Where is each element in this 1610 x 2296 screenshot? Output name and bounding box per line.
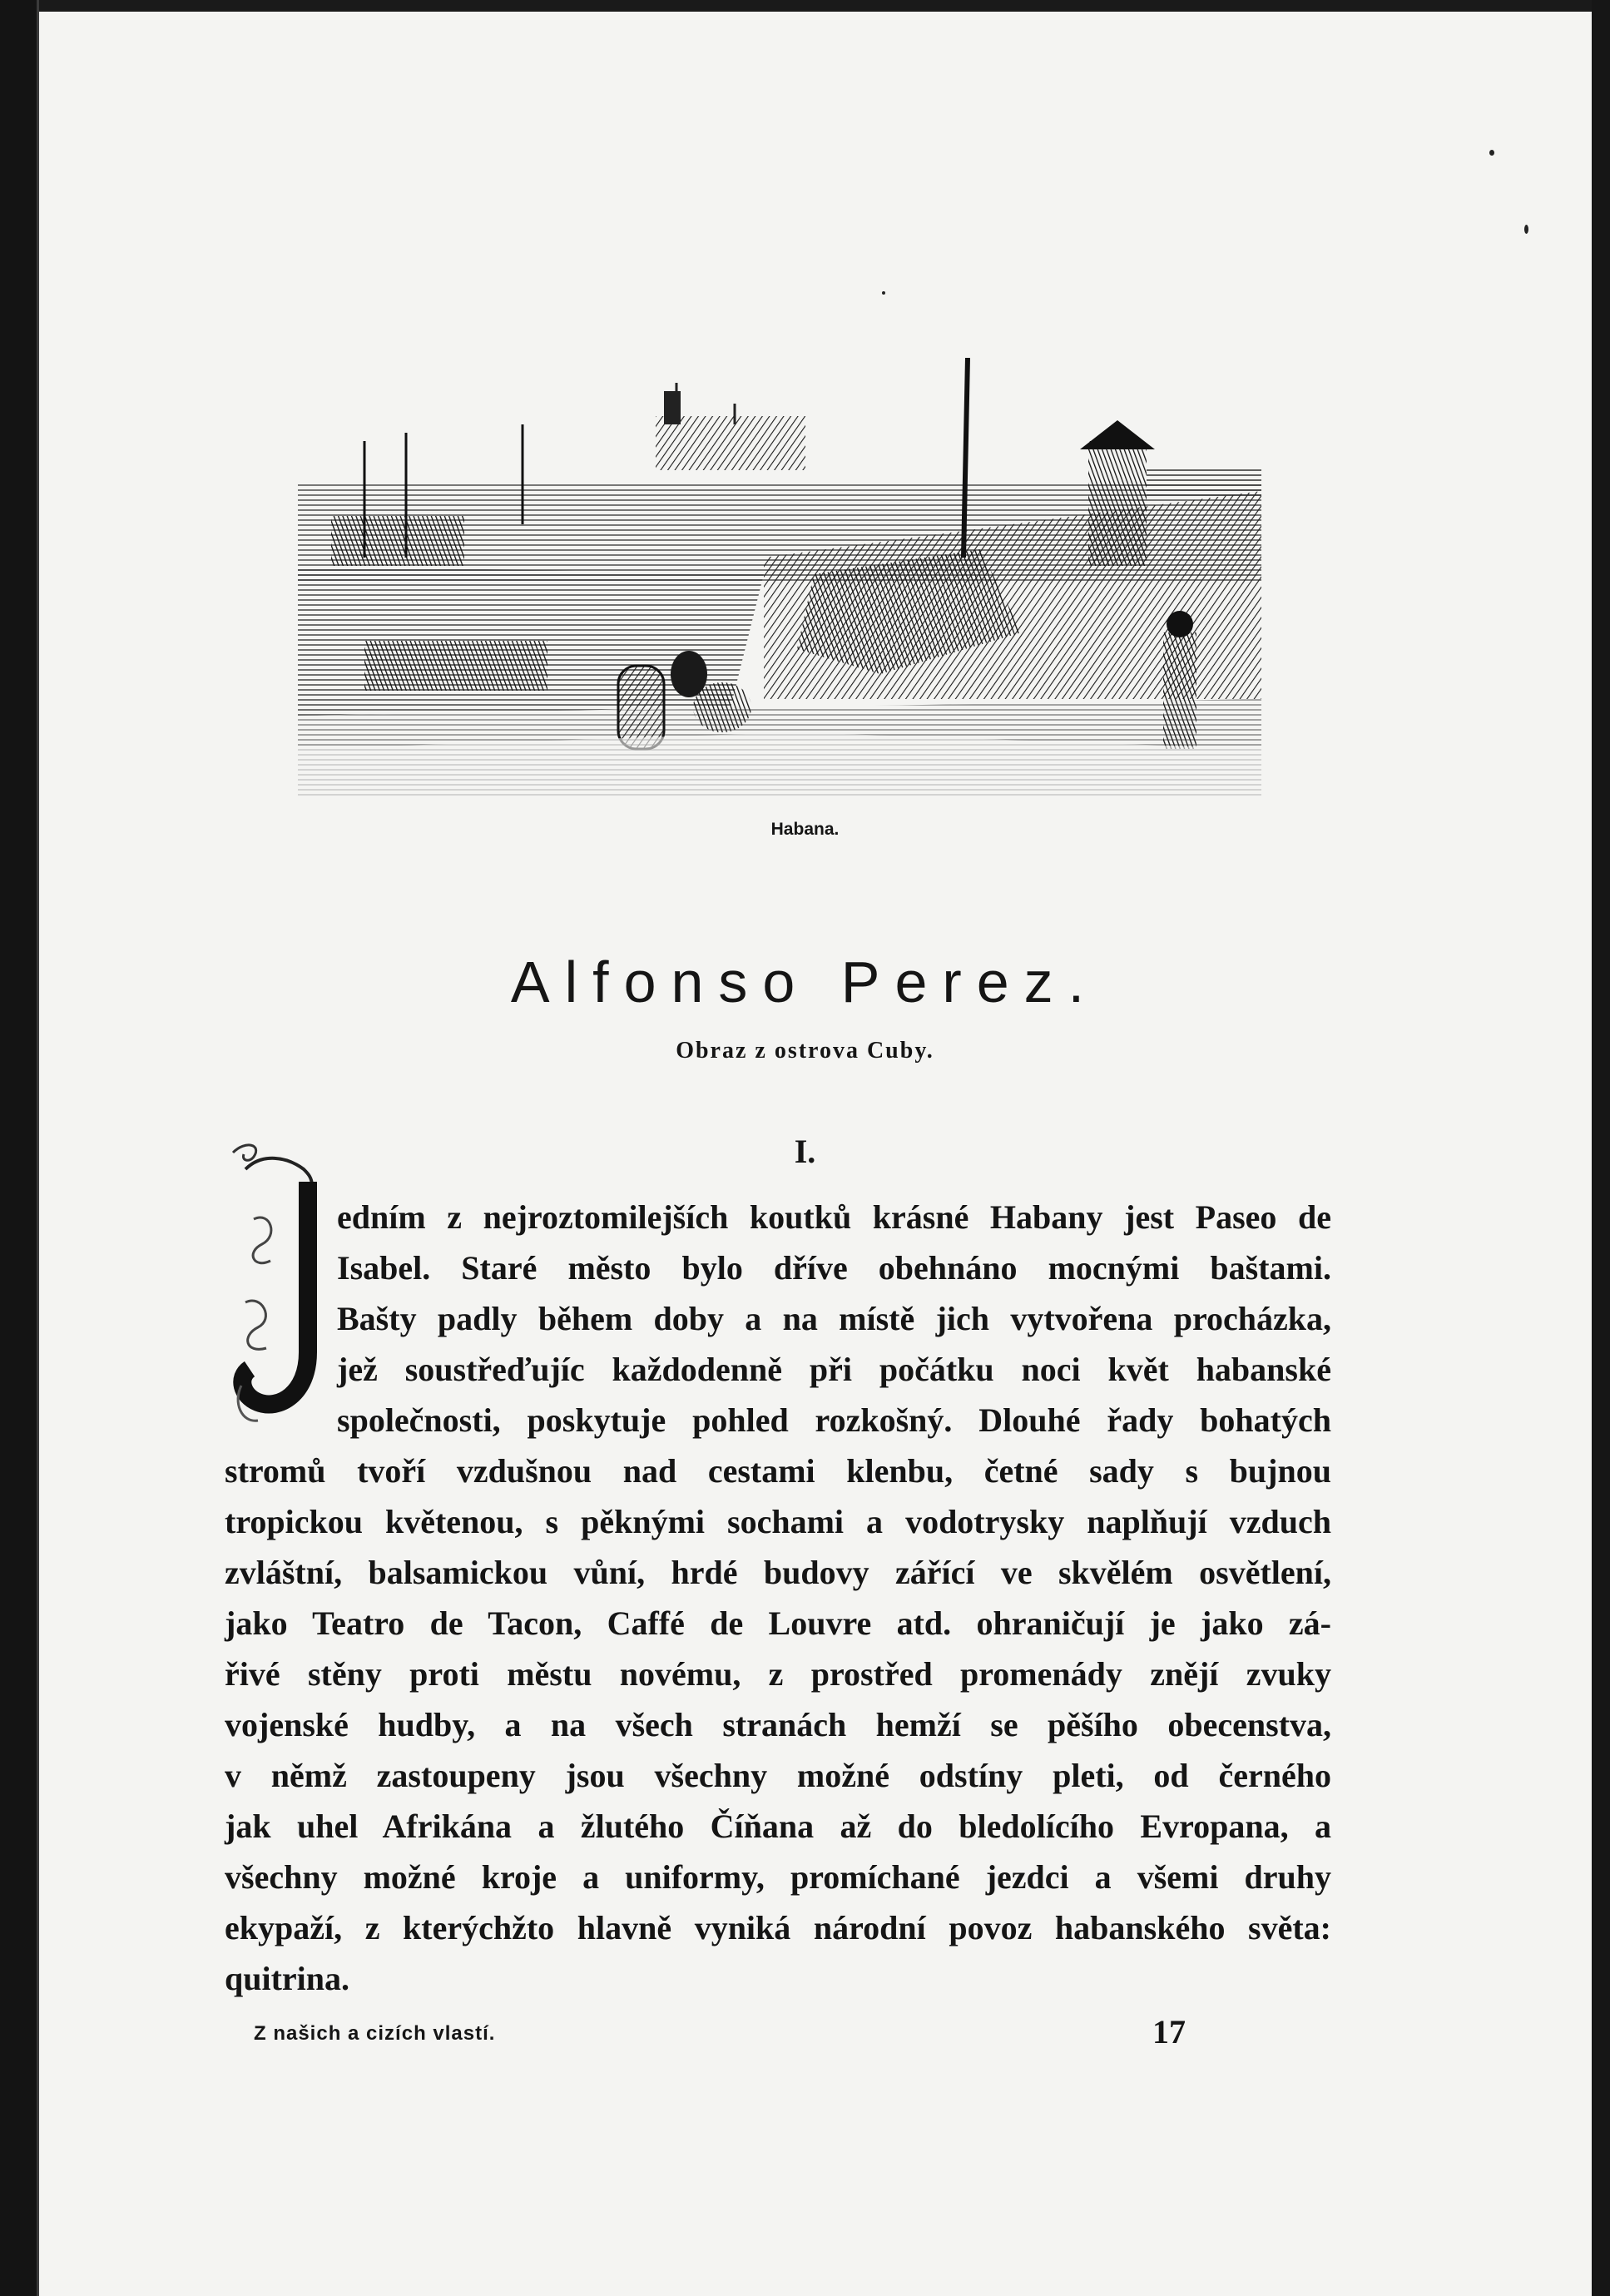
scan-border-top [0, 0, 1610, 12]
paragraph-line: stromů tvoří vzdušnou nad cestami klenbu, četné sady s bujnou [225, 1452, 1331, 1490]
paragraph-line: Bašty padly během doby a na místě jich vytvořena procházka, [337, 1300, 1331, 1337]
scan-speck [1524, 225, 1528, 234]
habana-harbor-engraving [298, 358, 1261, 799]
scan-speck [1489, 150, 1494, 156]
paragraph-line: zvláštní, balsamickou vůní, hrdé budovy zářící ve skvělém osvětlení, [225, 1554, 1331, 1591]
section-number: I. [794, 1133, 816, 1170]
paragraph-line: vojenské hudby, a na všech stranách hemží se pěšího obecenstva, [225, 1706, 1331, 1743]
footer-book-title: Z našich a cizích vlastí. [254, 2022, 496, 2045]
paragraph-line: v němž zastoupeny jsou všechny možné odstíny pleti, od černého [225, 1757, 1331, 1794]
paragraph-line: jež soustřeďujíc každodenně při počátku noci květ habanské [337, 1351, 1331, 1388]
paragraph-line: jak uhel Afrikána a žlutého Číňana až do bledolícího Evropana, a [225, 1808, 1331, 1845]
story-subtitle: Obraz z ostrova Cuby. [676, 1038, 934, 1064]
body-paragraph [225, 1192, 1331, 2004]
paragraph-line: edním z nejroztomilejších koutků krásné Habany jest Paseo de [337, 1198, 1331, 1236]
story-title: Alfonso Perez. [510, 950, 1100, 1014]
paragraph-line: všechny možné kroje a uniformy, promíchané jezdci a všemi druhy [225, 1858, 1331, 1896]
scan-speck [882, 291, 885, 295]
paragraph-line: jako Teatro de Tacon, Caffé de Louvre atd. ohraničují je jako zá- [225, 1604, 1331, 1642]
page-number: 17 [1152, 2013, 1186, 2051]
paragraph-line: Isabel. Staré město bylo dříve obehnáno mocnými baštami. [337, 1249, 1331, 1287]
paragraph-line: řivé stěny proti městu novému, z prostřed promenády znějí zvuky [225, 1655, 1331, 1693]
illustration-caption: Habana. [770, 820, 840, 839]
paragraph-line: tropickou květenou, s pěknými sochami a vodotrysky naplňují vzduch [225, 1503, 1331, 1540]
paragraph-line: quitrina. [225, 1960, 350, 1997]
paragraph-line: ekypaží, z kterýchžto hlavně vyniká národní povoz habanského světa: [225, 1909, 1331, 1946]
paragraph-line: společnosti, poskytuje pohled rozkošný. Dlouhé řady bohatých [337, 1401, 1331, 1439]
